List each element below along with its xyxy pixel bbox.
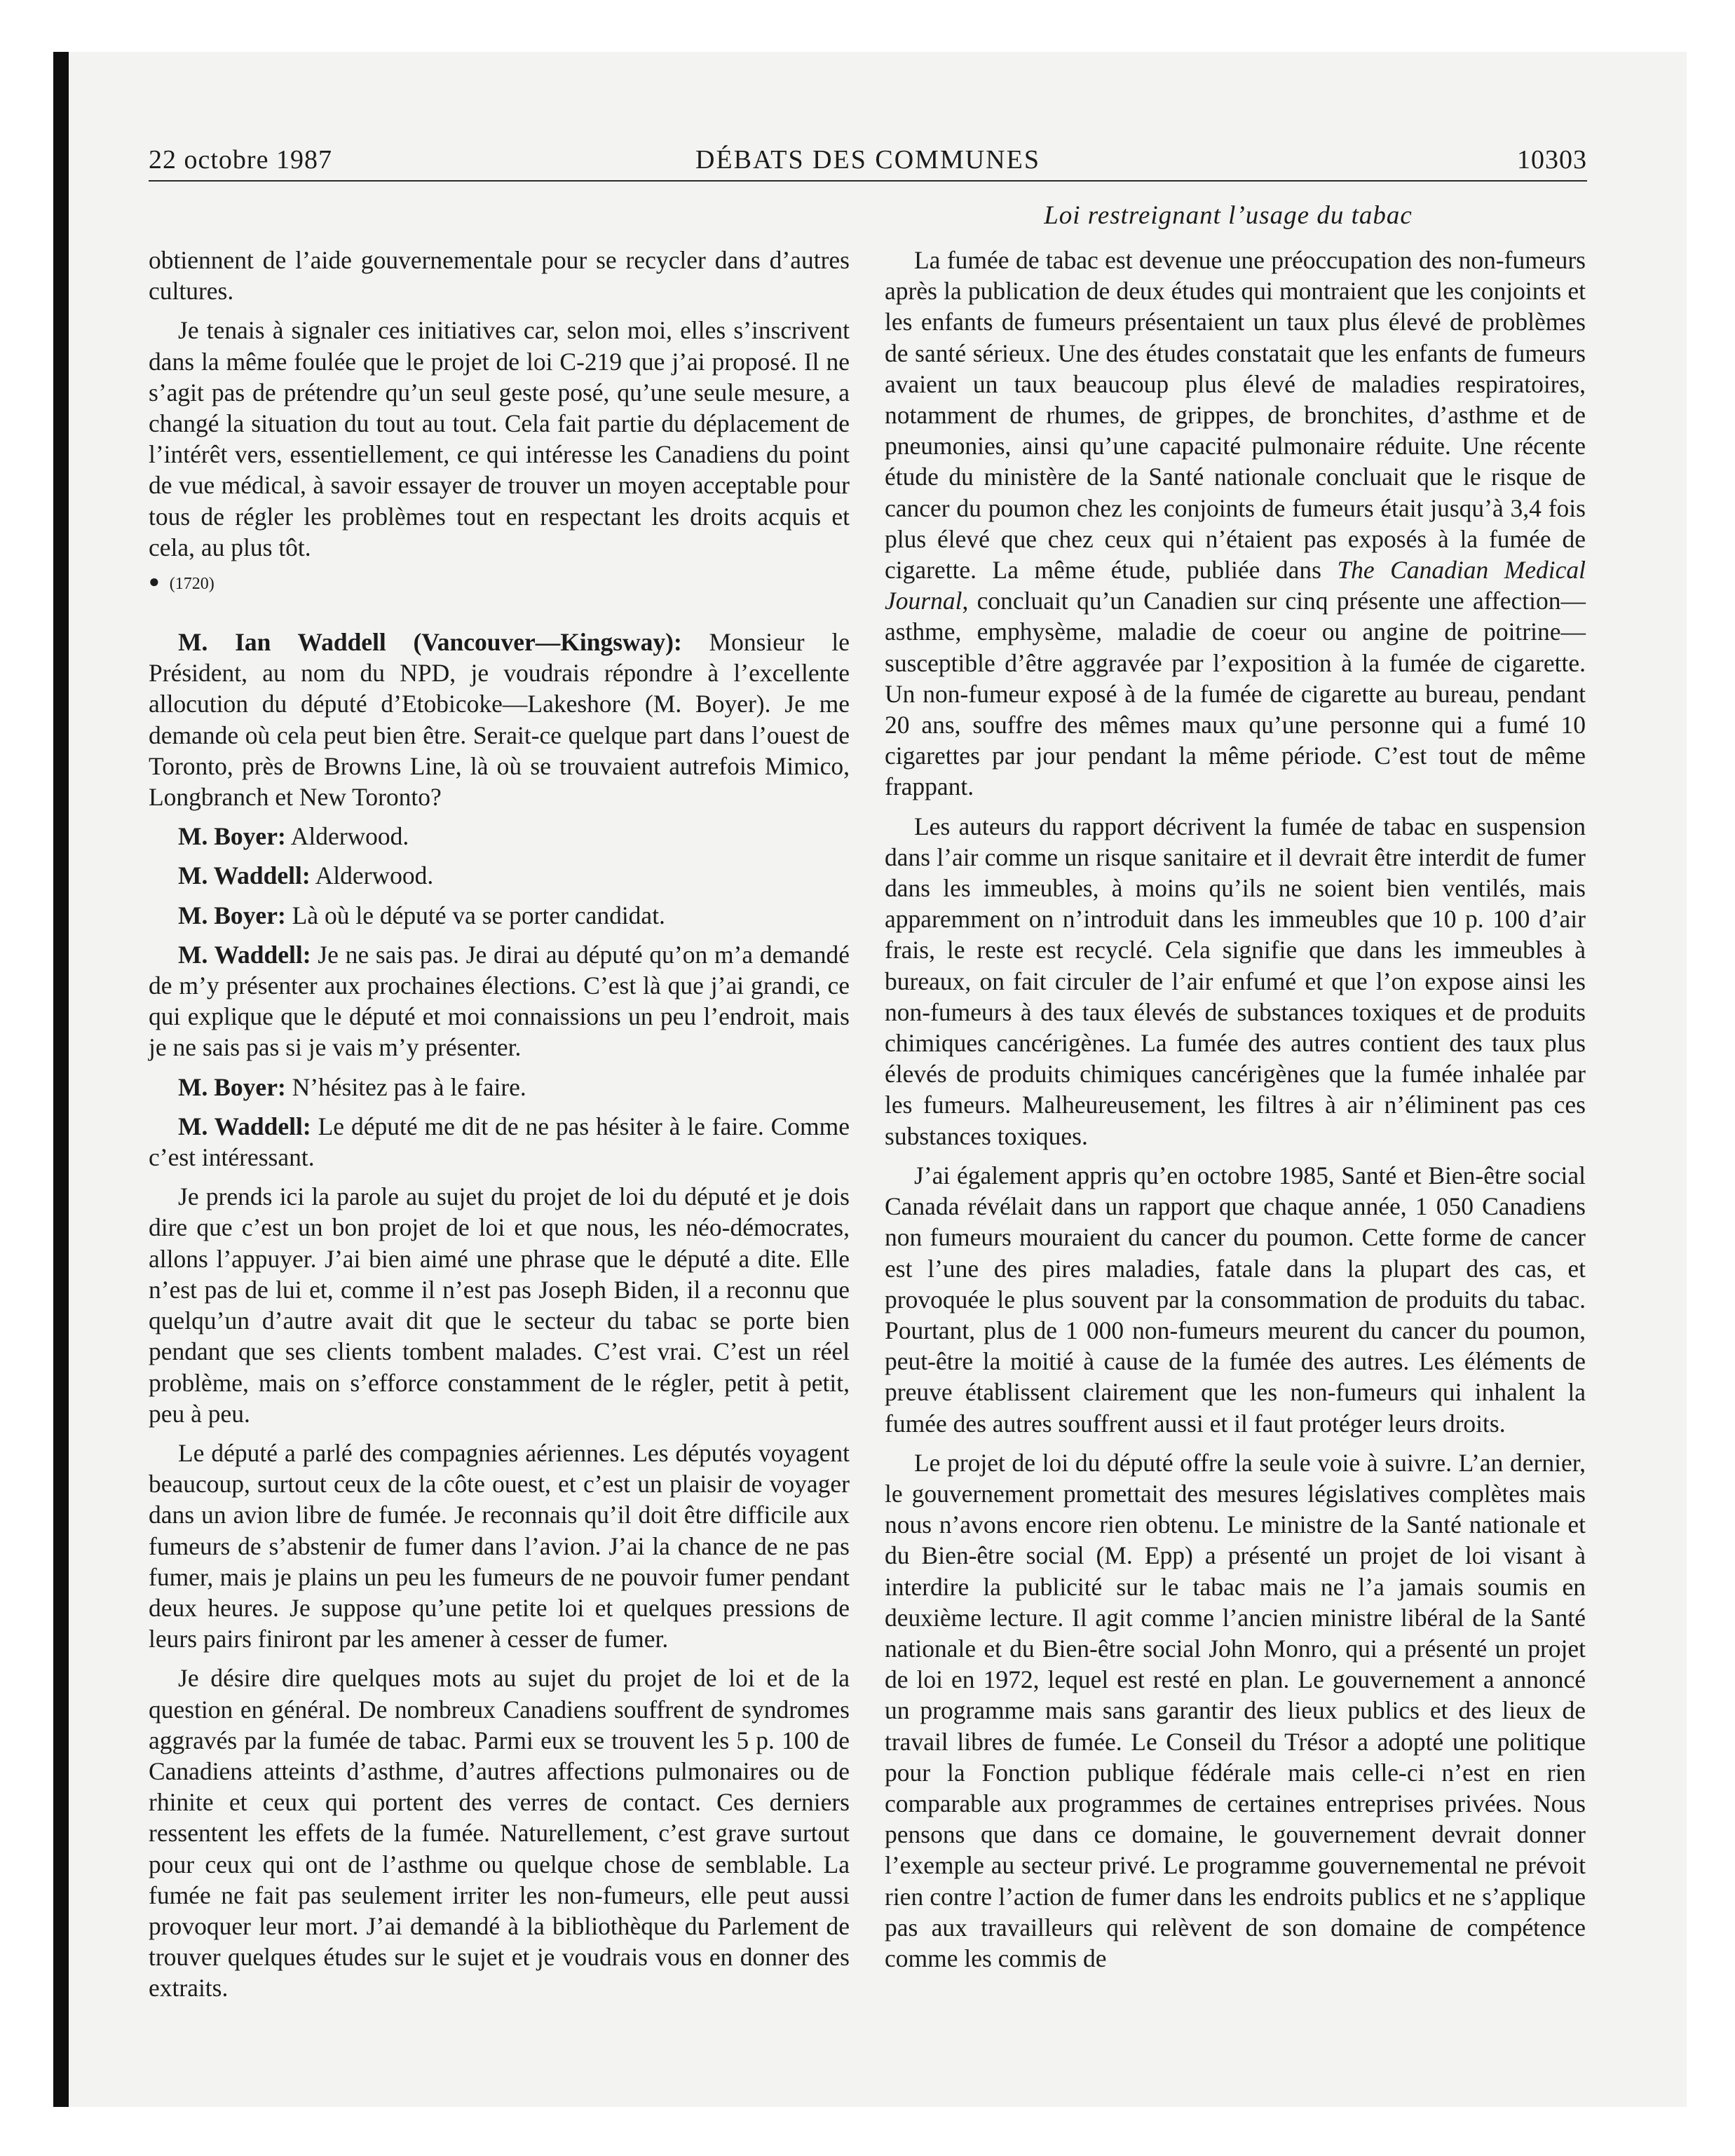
speech-paragraph: [149, 821, 850, 852]
page-header: [149, 144, 1587, 184]
speech-paragraph: [149, 939, 850, 1063]
right-column: [885, 245, 1586, 1982]
header-title: DÉBATS DES COMMUNES: [695, 145, 1040, 175]
paragraph: Je désire dire quelques mots au sujet du projet de loi et de la question en général. De nombreux Canadiens souffrent de syndromes aggravés par la fumée de tabac. Parmi eux se trouvent les 5 p. 100 de Canadiens atteints d’asthme, d’autres affections pulmonaires ou de rhinite et ceux qui portent des verres de contact. Ces derniers ressentent les effets de la fumée. Naturellement, c’est grave surtout pour ceux qui ont de l’asthme ou quelque chose de semblable. La fumée ne fait pas seulement irriter les non-fumeurs, elle peut aussi provoquer leur mort. J’ai demandé à la bibliothèque du Parlement de trouver quelques études sur le sujet et je voudrais vous en donner des extraits.: [149, 1664, 850, 2003]
speech-paragraph: [149, 860, 850, 891]
speech-text: Alderwood.: [285, 822, 409, 851]
speech-paragraph: [149, 1072, 850, 1103]
header-page-number: 10303: [1517, 145, 1587, 175]
speech-paragraph: [149, 900, 850, 931]
speaker-name: M. Boyer:: [178, 1072, 286, 1101]
speaker-name: M. Ian Waddell (Vancouver—Kingsway):: [178, 628, 682, 657]
speaker-name: M. Waddell:: [178, 1112, 311, 1140]
speech-text: Je ne sais pas. Je dirai au député qu’on m’a demandé de m’y présenter aux prochaines élections. C’est là que j’ai grandi, ce qui explique que le député et moi connaissions un peu l’endroit, mais je ne sais pas si je vais m’y présenter.: [149, 940, 850, 1062]
paragraph: Le député a parlé des compagnies aériennes. Les députés voyagent beaucoup, surtout ceux de la côte ouest, et c’est un plaisir de voyager dans un avion libre de fumée. Je reconnais qu’il doit être difficile aux fumeurs de s’abstenir de fumer dans l’avion. J’ai la chance de ne pas fumer, mais je plains un peu les fumeurs de ne pouvoir fumer pendant deux heures. Je suppose qu’une petite loi et quelques pressions de leurs pairs finiront par les amener à cesser de fumer.: [149, 1438, 850, 1653]
paragraph: [885, 245, 1586, 803]
speaker-name: M. Waddell:: [178, 940, 311, 969]
speech-text: Le député me dit de ne pas hésiter à le faire. Comme c’est intéressant.: [149, 1112, 850, 1172]
speech-text: Monsieur le Président, au nom du NPD, je voudrais répondre à l’excellente allocution du député d’Etobicoke—Lakeshore (M. Boyer). Je me demande où cela peut bien être. Serait-ce quelque part dans l’ouest de Toronto, près de Browns Line, là où se trouvaient autrefois Mimico, Longbranch et New Toronto?: [149, 628, 850, 812]
speech-text: N’hésitez pas à le faire.: [285, 1072, 526, 1101]
header-date: 22 octobre 1987: [149, 145, 332, 175]
header-rule: [149, 180, 1587, 182]
paragraph: J’ai également appris qu’en octobre 1985, Santé et Bien-être social Canada révélait dans un rapport que chaque année, 1 050 Canadiens non fumeurs mouraient du cancer du poumon. Cette forme de cancer est l’une des pires maladies, fatale dans la plupart des cas, et provoquée le plus souvent par la consommation de produits du tabac. Pourtant, plus de 1 000 non-fumeurs meurent du cancer du poumon, peut-être la moitié à cause de la fumée des autres. Les éléments de preuve établissent clairement que les non-fumeurs qui inhalent la fumée des autres souffrent aussi et il faut protéger leurs droits.: [885, 1161, 1586, 1438]
speech-paragraph: [149, 1111, 850, 1173]
paragraph: obtiennent de l’aide gouvernementale pour se recycler dans d’autres cultures.: [149, 246, 850, 306]
speech-text: Alderwood.: [310, 861, 434, 890]
running-head: Loi restreignant l’usage du tabac: [1044, 201, 1413, 230]
timestamp: [149, 571, 850, 594]
speaker-name: M. Waddell:: [178, 861, 311, 890]
paragraph: Je tenais à signaler ces initiatives car, selon moi, elles s’inscrivent dans la même foulée que le projet de loi C-219 que j’ai proposé. Il ne s’agit pas de prétendre qu’un seul geste posé, qu’une seule mesure, a changé la situation du tout au tout. Cela fait partie du déplacement de l’intérêt vers, essentiellement, ce qui intéresse les Canadiens du point de vue médical, à savoir essayer de trouver un moyen acceptable pour tous de régler les problèmes tout en respectant les droits acquis et cela, au plus tôt.: [149, 316, 850, 561]
paragraph: Je prends ici la parole au sujet du projet de loi du député et je dois dire que c’est un bon projet de loi et que nous, les néo-démocrates, allons l’appuyer. J’ai bien aimé une phrase que le député a dite. Elle n’est pas de lui et, comme il n’est pas Joseph Biden, il a reconnu que quelqu’un d’autre avait dit que le secteur du tabac se porte bien pendant que ses clients tombent malades. C’est vrai. C’est un réel problème, mais on s’efforce constamment de le régler, petit à petit, peu à peu.: [149, 1182, 850, 1428]
speaker-name: M. Boyer:: [178, 822, 286, 851]
paragraph: Les auteurs du rapport décrivent la fumée de tabac en suspension dans l’air comme un risque sanitaire et il devrait être interdit de fumer dans les immeubles, à moins qu’ils ne soient bien ventilés, mais apparemment on n’introduit dans les immeubles que 10 p. 100 d’air frais, le reste est recyclé. Cela signifie que dans les immeubles à bureaux, on fait circuler de l’air enfumé et que l’on expose ainsi les non-fumeurs à des taux élevés de substances toxiques et de produits chimiques cancérigènes. La fumée des autres contient des taux plus élevés de produits chimiques cancérigènes que la fumée inhalée par les fumeurs. Malheureusement, les filtres à air n’éliminent pas ces substances toxiques.: [885, 812, 1586, 1150]
paragraph: Le projet de loi du député offre la seule voie à suivre. L’an dernier, le gouvernement promettait des mesures législatives complètes mais nous n’avons encore rien obtenu. Le ministre de la Santé nationale et du Bien-être social (M. Epp) a présenté un projet de loi visant à interdire la publicité sur le tabac mais ne l’a jamais soumis en deuxième lecture. Il agit comme l’ancien ministre libéral de la Santé nationale et du Bien-être social John Monro, qui a présenté un projet de loi en 1972, lequel est resté en plan. Le gouvernement a annoncé un programme mais sans garantir des lieux publics et des lieux de travail libres de fumée. Le Conseil du Trésor a adopté une politique pour la Fonction publique fédérale mais celle-ci n’est en rien comparable aux programmes de certaines entreprises privées. Nous pensons que dans ce domaine, le gouvernement devrait donner l’exemple au secteur privé. Le programme gouvernemental ne prévoit rien contre l’action de fumer dans les endroits publics et ne s’applique pas aux travailleurs qui relèvent de son domaine de compétence comme les commis de: [885, 1448, 1586, 1972]
speech-text: Là où le député va se porter candidat.: [285, 901, 665, 929]
paragraph-text: , concluait qu’un Canadien sur cinq présente une affection—asthme, emphysème, maladie de coeur ou angine de poitrine—susceptible d’être aggravée par l’exposition à la fumée de cigarette. Un non-fumeur exposé à de la fumée de cigarette au bureau, pendant 20 ans, souffre des mêmes maux qu’une personne qui a fumé 10 cigarettes par jour pendant la même période. C’est tout de même frappant.: [885, 587, 1586, 801]
paragraph-text: La fumée de tabac est devenue une préoccupation des non-fumeurs après la publication de deux études qui montraient que les conjoints et les enfants de fumeurs présentaient un taux plus élevé de problèmes de santé sérieux. Une des études constatait que les enfants de fumeurs avaient un taux beaucoup plus élevé de maladies respiratoires, notamment de rhumes, de grippes, de bronchites, d’asthme et de pneumonies, ainsi qu’une capacité pulmonaire réduite. Une récente étude du ministère de la Santé nationale concluait que le risque de cancer du poumon chez les conjoints de fumeurs était jusqu’à 3,4 fois plus élevé que chez ceux qui n’étaient pas exposés à la fumée de cigarette. La même étude, publiée dans: [885, 246, 1586, 585]
timestamp-text: (1720): [169, 575, 215, 594]
bullet-icon: ●: [149, 571, 160, 592]
speech-paragraph: [149, 627, 850, 812]
journal-title: The Canadian Medical Journal: [885, 556, 1586, 615]
speaker-name: M. Boyer:: [178, 901, 286, 929]
left-column: [149, 245, 850, 2012]
page-binding-edge: [53, 52, 69, 2107]
